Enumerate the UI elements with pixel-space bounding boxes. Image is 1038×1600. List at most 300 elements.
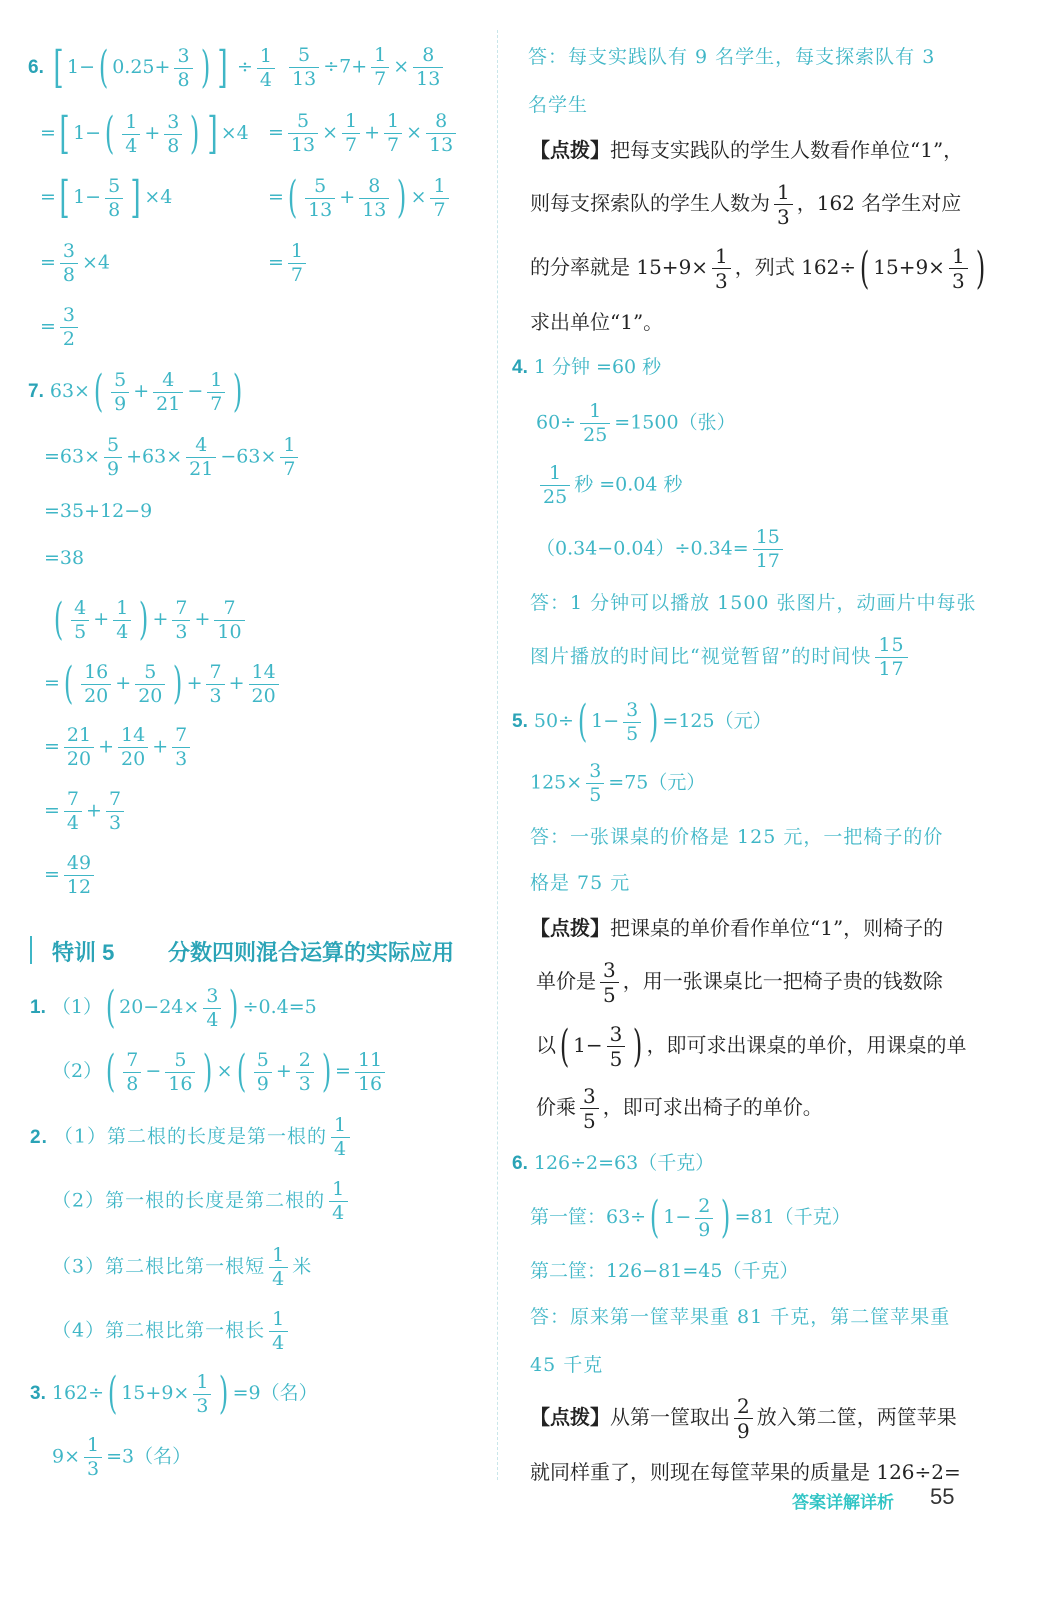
- operator: +: [364, 121, 381, 144]
- text: 1−: [73, 186, 102, 208]
- denominator: 16: [355, 1072, 385, 1094]
- q5-answer-line1: 答：一张课桌的价格是 125 元，一把椅子的价: [530, 826, 944, 848]
- operator: +: [152, 735, 169, 758]
- fraction: [135, 660, 165, 707]
- numerator: 8: [368, 174, 381, 197]
- fraction: [64, 790, 82, 833]
- operator: +: [115, 672, 132, 694]
- text: 9×: [52, 1445, 81, 1468]
- paren: (: [105, 982, 116, 1033]
- q5-tip-line3: [536, 1020, 967, 1072]
- paren: (: [287, 172, 298, 223]
- denominator: 8: [164, 134, 182, 156]
- paren: ): [229, 982, 239, 1033]
- numerator: 7: [209, 660, 222, 683]
- q2-line2: [52, 1180, 352, 1223]
- text: （2）第一根的长度是第二根的: [52, 1189, 326, 1212]
- numerator: 3: [589, 760, 602, 782]
- p7-b-line3: [44, 726, 194, 769]
- text: ×4: [220, 122, 249, 144]
- numerator: 1: [116, 596, 129, 619]
- text: 63×: [49, 380, 90, 402]
- fraction: [64, 854, 94, 897]
- section-number: 特训 5: [52, 940, 115, 965]
- paren: ): [233, 366, 243, 417]
- numerator: 2: [298, 1048, 311, 1071]
- denominator: 3: [296, 1072, 314, 1094]
- operator: −: [187, 380, 204, 402]
- q2-line1: [30, 1116, 354, 1159]
- numerator: 7: [108, 788, 122, 810]
- fraction: [359, 174, 389, 221]
- numerator: 1: [196, 1370, 209, 1393]
- bracket: [: [59, 172, 70, 223]
- denominator: 2: [60, 327, 78, 349]
- q1-line2: [52, 1046, 389, 1097]
- text: （1）: [51, 996, 102, 1018]
- denominator: 20: [64, 747, 94, 769]
- fraction: [104, 436, 122, 479]
- text: ÷0.4=5: [242, 996, 317, 1018]
- numerator: 5: [107, 434, 120, 456]
- text: =81（千克）: [734, 1206, 851, 1228]
- numerator: 1: [272, 1244, 286, 1266]
- paren: (: [105, 1046, 116, 1097]
- p6-b-line2: [268, 112, 460, 155]
- operator: +: [86, 799, 102, 822]
- p7-b-line2: [44, 658, 283, 709]
- text: =: [268, 121, 284, 144]
- text: =9（名）: [232, 1382, 318, 1404]
- fraction: [384, 112, 402, 155]
- paren: (: [63, 658, 74, 709]
- numerator: 1: [549, 462, 562, 484]
- fraction: [257, 44, 275, 91]
- p7-b-line1: [50, 594, 249, 645]
- denominator: 7: [207, 392, 225, 414]
- text: =: [268, 251, 284, 274]
- numerator: 5: [256, 1048, 269, 1071]
- text: ，用一张课桌比一把椅子贵的钱数除: [622, 969, 943, 993]
- denominator: 3: [172, 620, 190, 642]
- p7-b-line5: [44, 854, 98, 897]
- fraction: [113, 596, 131, 643]
- numerator: 1: [332, 1178, 346, 1200]
- numerator: 1: [272, 1308, 286, 1330]
- fraction: [164, 110, 182, 157]
- numerator: 7: [66, 788, 80, 810]
- fraction: [607, 1024, 626, 1069]
- text: 15+9×: [873, 255, 945, 279]
- operator: ×: [216, 1060, 233, 1082]
- denominator: 9: [734, 1418, 753, 1441]
- numerator: 11: [357, 1048, 383, 1071]
- text: （2）: [52, 1060, 103, 1082]
- numerator: 1: [259, 44, 272, 67]
- denominator: 21: [153, 392, 183, 414]
- fraction: [753, 528, 783, 571]
- fraction: [305, 174, 335, 221]
- text: −63×: [220, 445, 277, 468]
- denominator: 9: [111, 392, 129, 414]
- denominator: 8: [123, 1072, 141, 1094]
- fraction: [174, 44, 192, 91]
- paren: (: [236, 1046, 246, 1097]
- text: 15+9×: [121, 1382, 190, 1404]
- denominator: 5: [71, 620, 89, 642]
- operator: ×: [410, 186, 427, 208]
- text: （0.34−0.04）÷0.34=: [536, 537, 749, 560]
- denominator: 20: [249, 684, 279, 706]
- q4-line4: [536, 528, 787, 571]
- denominator: 8: [174, 68, 192, 90]
- q6-line3: 第二筐：126−81=45（千克）: [530, 1260, 799, 1282]
- operator: +: [194, 608, 211, 630]
- fraction: [60, 242, 78, 285]
- denominator: 21: [186, 457, 216, 479]
- numerator: 1: [951, 244, 965, 268]
- text: 125×: [530, 771, 583, 794]
- numerator: 5: [314, 174, 327, 197]
- denominator: 5: [607, 1046, 626, 1069]
- operator: +: [93, 608, 110, 630]
- text: ，162 名学生对应: [796, 191, 962, 215]
- numerator: 21: [66, 724, 92, 746]
- paren: (: [53, 594, 64, 645]
- text: =: [44, 799, 60, 822]
- page-number: 55: [930, 1484, 955, 1509]
- q4-line2: [536, 402, 736, 445]
- text: ，即可求出课桌的单价，用课桌的单: [646, 1033, 967, 1057]
- fraction: [623, 698, 641, 745]
- numerator: 15: [878, 634, 905, 656]
- tip-tag: 【点拨】: [530, 1405, 610, 1429]
- numerator: 3: [626, 698, 639, 721]
- paren: ): [203, 1046, 213, 1097]
- denominator: 20: [118, 747, 148, 769]
- text: 20−24×: [119, 996, 200, 1018]
- paren: ): [321, 1046, 332, 1097]
- paren: (: [859, 242, 870, 294]
- text: =3（名）: [106, 1445, 192, 1468]
- denominator: 7: [371, 67, 389, 89]
- fraction: [84, 1436, 102, 1479]
- numerator: 7: [223, 596, 236, 619]
- text: =63×: [44, 445, 101, 468]
- fraction: [206, 660, 224, 707]
- denominator: 5: [586, 783, 604, 805]
- p7-a-line4: =38: [44, 547, 85, 569]
- bracket: ]: [130, 172, 141, 223]
- fraction: [342, 112, 360, 155]
- fraction: [122, 110, 140, 157]
- denominator: 20: [81, 684, 111, 706]
- fraction: [203, 984, 221, 1031]
- fraction: [254, 1048, 272, 1095]
- text: ，即可求出椅子的单价。: [602, 1095, 823, 1119]
- denominator: 13: [426, 133, 456, 155]
- fraction: [329, 1180, 348, 1223]
- numerator: 5: [296, 110, 310, 132]
- q3-line2: [52, 1436, 191, 1479]
- operator: −: [145, 1060, 162, 1082]
- fraction: [600, 960, 619, 1005]
- numerator: 5: [174, 1048, 187, 1071]
- fraction: [153, 368, 183, 415]
- paren: (: [649, 1192, 660, 1243]
- paren: ): [173, 658, 183, 709]
- q5-line1: [512, 696, 772, 747]
- p7-a-line3: =35+12−9: [44, 500, 153, 522]
- text: 把每支实践队的学生人数看作单位“1”，: [610, 138, 964, 162]
- q3-tip-line2: [530, 182, 961, 227]
- operator: +: [144, 122, 161, 144]
- denominator: 7: [384, 133, 402, 155]
- text: 秒 =0.04 秒: [574, 473, 683, 496]
- text: 1−: [591, 710, 620, 732]
- section-title: 分数四则混合运算的实际应用: [168, 940, 455, 965]
- fraction: [712, 246, 731, 291]
- text: =1500（张）: [614, 411, 736, 434]
- text: =: [40, 251, 56, 274]
- text: 单价是: [536, 969, 596, 993]
- denominator: 13: [289, 67, 319, 89]
- p6-b-line3: [268, 172, 453, 223]
- denominator: 3: [84, 1457, 102, 1479]
- fraction: [426, 112, 456, 155]
- fraction: [60, 306, 78, 349]
- q6-tip-line2: 就同样重了，则现在每筐苹果的质量是 126÷2=: [530, 1460, 961, 1484]
- fraction: [81, 660, 111, 707]
- paren: ): [219, 1368, 229, 1419]
- text: =: [40, 186, 56, 208]
- denominator: 5: [623, 722, 641, 744]
- numerator: 1: [715, 244, 728, 268]
- fraction: [289, 46, 319, 89]
- operator: +: [152, 608, 169, 630]
- paren: ): [139, 594, 149, 645]
- numerator: 7: [175, 724, 188, 746]
- paren: (: [104, 108, 115, 159]
- text: 则每支探索队的学生人数为: [530, 191, 770, 215]
- numerator: 3: [603, 958, 616, 982]
- p7-a-line1: [28, 366, 247, 417]
- fraction: [774, 182, 793, 227]
- q3-line1: [30, 1368, 318, 1419]
- operator: +: [228, 672, 245, 694]
- fraction: [269, 1246, 288, 1289]
- text: =125（元）: [662, 710, 772, 732]
- operator: ÷: [236, 56, 253, 78]
- tip-tag: 【点拨】: [530, 138, 610, 162]
- q2-line3: [52, 1246, 312, 1289]
- denominator: 4: [269, 1331, 288, 1353]
- p6-a-line3: [40, 172, 173, 223]
- text: ，列式 162÷: [734, 255, 857, 279]
- text: 126÷2=63（千克）: [533, 1152, 715, 1174]
- p6-a-line4: [40, 242, 110, 285]
- text: 把课桌的单价看作单位“1”，则椅子的: [610, 916, 944, 940]
- p7-a-line2: [44, 436, 302, 479]
- numerator: 1: [433, 174, 446, 197]
- q3-answer-line1: 答：每支实践队有 9 名学生，每支探索队有 3: [528, 46, 936, 68]
- denominator: 12: [64, 875, 94, 897]
- denominator: 13: [305, 198, 335, 220]
- numerator: 1: [125, 110, 138, 133]
- bracket: [: [59, 108, 70, 159]
- problem-number: 6.: [512, 1153, 528, 1174]
- denominator: 4: [203, 1008, 221, 1030]
- fraction: [288, 242, 306, 285]
- paren: ): [721, 1192, 731, 1243]
- paren: (: [559, 1020, 570, 1072]
- fraction: [64, 726, 94, 769]
- denominator: 13: [413, 67, 443, 89]
- operator: ×: [393, 55, 410, 78]
- numerator: 5: [144, 660, 157, 683]
- denominator: 7: [288, 263, 306, 285]
- numerator: 1: [374, 44, 387, 66]
- paren: ): [633, 1020, 643, 1072]
- text: =: [40, 315, 56, 338]
- denominator: 3: [193, 1394, 211, 1416]
- text: 60÷: [536, 411, 577, 434]
- q2-line4: [52, 1310, 292, 1353]
- fraction: [214, 596, 244, 643]
- fraction: [413, 46, 443, 89]
- numerator: 15: [755, 526, 780, 548]
- fraction: [580, 402, 610, 445]
- problem-number: 3.: [30, 1383, 46, 1404]
- numerator: 1: [210, 368, 223, 391]
- numerator: 4: [74, 596, 87, 619]
- numerator: 2: [698, 1194, 711, 1217]
- fraction: [172, 596, 190, 643]
- fraction: [586, 762, 604, 805]
- p6-a-line1: [28, 42, 279, 93]
- problem-number: 7.: [28, 381, 44, 402]
- denominator: 4: [329, 1201, 348, 1223]
- fraction: [123, 1048, 141, 1095]
- denominator: 3: [106, 811, 124, 833]
- numerator: 2: [737, 1394, 750, 1418]
- paren: ): [397, 172, 407, 223]
- denominator: 25: [540, 485, 570, 507]
- fraction: [949, 246, 968, 291]
- text: 0.25+: [112, 56, 171, 78]
- denominator: 7: [430, 198, 448, 220]
- text: 1−: [663, 1206, 692, 1228]
- text: +63×: [126, 445, 183, 468]
- denominator: 3: [949, 268, 968, 291]
- numerator: 1: [87, 1434, 100, 1456]
- text: =: [40, 122, 56, 144]
- q5-tip-line4: [536, 1086, 823, 1131]
- q3-tip-line3: [530, 242, 989, 294]
- problem-number: 6.: [28, 57, 44, 78]
- fraction: [540, 464, 570, 507]
- numerator: 1: [777, 180, 790, 204]
- fraction: [207, 368, 225, 415]
- q4-line1: [512, 352, 661, 379]
- text: 米: [292, 1255, 313, 1278]
- numerator: 1: [283, 434, 296, 456]
- fraction: [193, 1370, 211, 1417]
- operator: +: [133, 380, 150, 402]
- q6-tip-line1: [530, 1396, 957, 1441]
- numerator: 5: [298, 44, 311, 66]
- paren: ): [975, 242, 985, 294]
- fraction: [71, 596, 89, 643]
- paren: ): [649, 696, 659, 747]
- text: ×4: [144, 186, 173, 208]
- operator: =: [335, 1060, 351, 1082]
- numerator: 14: [121, 724, 146, 746]
- denominator: 10: [214, 620, 244, 642]
- text: =: [44, 672, 60, 694]
- fraction: [875, 636, 907, 679]
- numerator: 1: [333, 1114, 348, 1136]
- denominator: 16: [165, 1072, 195, 1094]
- problem-number: 2.: [30, 1126, 48, 1148]
- denominator: 13: [359, 198, 389, 220]
- denominator: 4: [257, 68, 275, 90]
- q4-answer-line2: [530, 636, 912, 679]
- numerator: 3: [167, 110, 180, 133]
- text: =: [268, 186, 284, 208]
- text: =75（元）: [608, 771, 706, 794]
- fraction: [118, 726, 148, 769]
- fraction: [695, 1194, 713, 1241]
- text: 的分率就是 15+9×: [530, 255, 709, 279]
- fraction: [296, 1048, 314, 1095]
- p6-b-line1: [285, 46, 447, 89]
- paren: ): [190, 108, 200, 159]
- denominator: 8: [60, 263, 78, 285]
- text: =: [44, 863, 60, 886]
- q5-answer-line2: 格是 75 元: [530, 872, 631, 894]
- numerator: 5: [108, 174, 121, 197]
- denominator: 17: [753, 549, 783, 571]
- fraction: [111, 368, 129, 415]
- q4-line3: [536, 464, 683, 507]
- text: （3）第二根比第一根短: [52, 1255, 266, 1278]
- paren: (: [98, 42, 109, 93]
- numerator: 3: [62, 304, 76, 326]
- section-bar: [30, 936, 38, 964]
- text: （4）第二根比第一根长: [52, 1319, 266, 1342]
- numerator: 7: [175, 596, 188, 619]
- operator: +: [98, 735, 115, 758]
- denominator: 4: [331, 1137, 350, 1159]
- tip-tag: 【点拨】: [530, 916, 610, 940]
- fraction: [288, 112, 318, 155]
- q5-line2: [530, 762, 705, 805]
- paren: ): [200, 42, 210, 93]
- paren: (: [107, 1368, 118, 1419]
- q5-tip-line2: [536, 960, 943, 1005]
- problem-number: 1.: [30, 997, 46, 1018]
- bracket: [: [53, 42, 64, 93]
- numerator: 1: [290, 240, 304, 262]
- denominator: 3: [206, 684, 224, 706]
- denominator: 4: [64, 811, 82, 833]
- denominator: 3: [774, 204, 793, 227]
- q6-line2: [530, 1192, 851, 1243]
- numerator: 1: [589, 400, 602, 422]
- denominator: 4: [113, 620, 131, 642]
- text: 50÷: [533, 710, 574, 732]
